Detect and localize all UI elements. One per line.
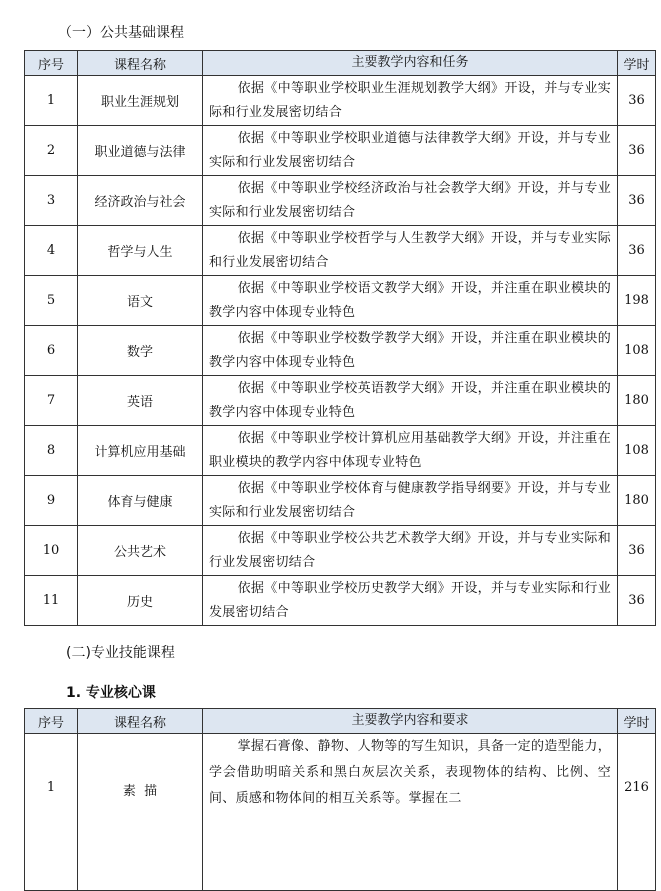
table-row — [25, 426, 656, 476]
header-hours: 学时 — [618, 709, 656, 734]
row-content — [203, 326, 618, 376]
row-hours: 36 — [618, 176, 656, 226]
row-content — [203, 176, 618, 226]
row-content-text: 依据《中等职业学校体育与健康教学指导纲要》开设，并与专业实际和行业发展密切结合 — [209, 480, 611, 520]
row-hours: 108 — [618, 426, 656, 476]
row-hours: 108 — [618, 326, 656, 376]
row-course-name: 公共艺术 — [78, 526, 203, 576]
row-content — [203, 576, 618, 626]
table-header-row — [25, 51, 656, 76]
table-row — [25, 376, 656, 426]
table-row — [25, 476, 656, 526]
row-content-text: 依据《中等职业学校职业生涯规划教学大纲》开设，并与专业实际和行业发展密切结合 — [209, 80, 611, 120]
row-course-name: 经济政治与社会 — [78, 176, 203, 226]
row-course-name: 历史 — [78, 576, 203, 626]
table-row — [25, 576, 656, 626]
header-hours: 学时 — [618, 51, 656, 76]
table-row — [25, 76, 656, 126]
row-content — [203, 76, 618, 126]
row-content-text: 依据《中等职业学校计算机应用基础教学大纲》开设，并注重在职业模块的教学内容中体现专业特色 — [209, 430, 611, 470]
row-course-name: 语文 — [78, 276, 203, 326]
row-hours: 36 — [618, 76, 656, 126]
row-content — [203, 426, 618, 476]
row-hours: 216 — [618, 734, 656, 891]
section-title-public-courses: （一）公共基础课程 — [58, 25, 184, 41]
row-course-name: 计算机应用基础 — [78, 426, 203, 476]
row-course-name: 哲学与人生 — [78, 226, 203, 276]
row-content-text: 依据《中等职业学校职业道德与法律教学大纲》开设，并与专业实际和行业发展密切结合 — [209, 130, 611, 170]
row-no: 4 — [25, 226, 78, 276]
row-content — [203, 126, 618, 176]
table-row — [25, 176, 656, 226]
table-row — [25, 526, 656, 576]
row-course-name: 英语 — [78, 376, 203, 426]
row-content — [203, 734, 618, 891]
row-content-text: 依据《中等职业学校语文教学大纲》开设，并注重在职业模块的教学内容中体现专业特色 — [209, 280, 611, 320]
row-course-name: 数学 — [78, 326, 203, 376]
row-hours: 36 — [618, 526, 656, 576]
row-course-name: 职业生涯规划 — [78, 76, 203, 126]
row-no: 1 — [25, 734, 78, 891]
row-no: 3 — [25, 176, 78, 226]
row-no: 10 — [25, 526, 78, 576]
table-row — [25, 226, 656, 276]
table-row — [25, 326, 656, 376]
row-content-text: 依据《中等职业学校历史教学大纲》开设，并与专业实际和行业发展密切结合 — [209, 580, 611, 620]
table-row — [25, 276, 656, 326]
row-hours: 180 — [618, 376, 656, 426]
row-content — [203, 226, 618, 276]
row-hours: 180 — [618, 476, 656, 526]
row-course-name: 素 描 — [78, 734, 203, 891]
header-no: 序号 — [25, 51, 78, 76]
public-courses-table — [24, 50, 656, 626]
row-no: 8 — [25, 426, 78, 476]
row-content — [203, 376, 618, 426]
core-courses-table — [24, 708, 656, 891]
row-hours: 36 — [618, 226, 656, 276]
row-hours: 36 — [618, 576, 656, 626]
row-hours: 198 — [618, 276, 656, 326]
subsection-title-core-courses: 1. 专业核心课 — [66, 685, 156, 701]
row-no: 9 — [25, 476, 78, 526]
table-header-row — [25, 709, 656, 734]
row-no: 7 — [25, 376, 78, 426]
row-content-text: 依据《中等职业学校公共艺术教学大纲》开设，并与专业实际和行业发展密切结合 — [209, 530, 611, 570]
table-row — [25, 734, 656, 891]
row-content-text: 依据《中等职业学校数学教学大纲》开设，并注重在职业模块的教学内容中体现专业特色 — [209, 330, 611, 370]
section-title-skill-courses: (二)专业技能课程 — [66, 645, 175, 661]
row-content-text: 依据《中等职业学校经济政治与社会教学大纲》开设，并与专业实际和行业发展密切结合 — [209, 180, 611, 220]
row-content-text: 掌握石膏像、静物、人物等的写生知识，具备一定的造型能力，学会借助明暗关系和黑白灰层次关系，表现物体的结构、比例、空间、质感和物体间的相互关系等。掌握在二 — [209, 739, 611, 806]
row-content — [203, 476, 618, 526]
header-course-name: 课程名称 — [78, 51, 203, 76]
row-content — [203, 526, 618, 576]
header-content: 主要教学内容和要求 — [203, 709, 618, 734]
row-no: 5 — [25, 276, 78, 326]
row-content-text: 依据《中等职业学校哲学与人生教学大纲》开设，并与专业实际和行业发展密切结合 — [209, 230, 611, 270]
table-row — [25, 126, 656, 176]
row-content — [203, 276, 618, 326]
row-no: 2 — [25, 126, 78, 176]
row-course-name: 体育与健康 — [78, 476, 203, 526]
row-hours: 36 — [618, 126, 656, 176]
row-no: 11 — [25, 576, 78, 626]
header-no: 序号 — [25, 709, 78, 734]
row-no: 1 — [25, 76, 78, 126]
row-course-name: 职业道德与法律 — [78, 126, 203, 176]
header-course-name: 课程名称 — [78, 709, 203, 734]
header-content: 主要教学内容和任务 — [203, 51, 618, 76]
row-no: 6 — [25, 326, 78, 376]
row-content-text: 依据《中等职业学校英语教学大纲》开设，并注重在职业模块的教学内容中体现专业特色 — [209, 380, 611, 420]
